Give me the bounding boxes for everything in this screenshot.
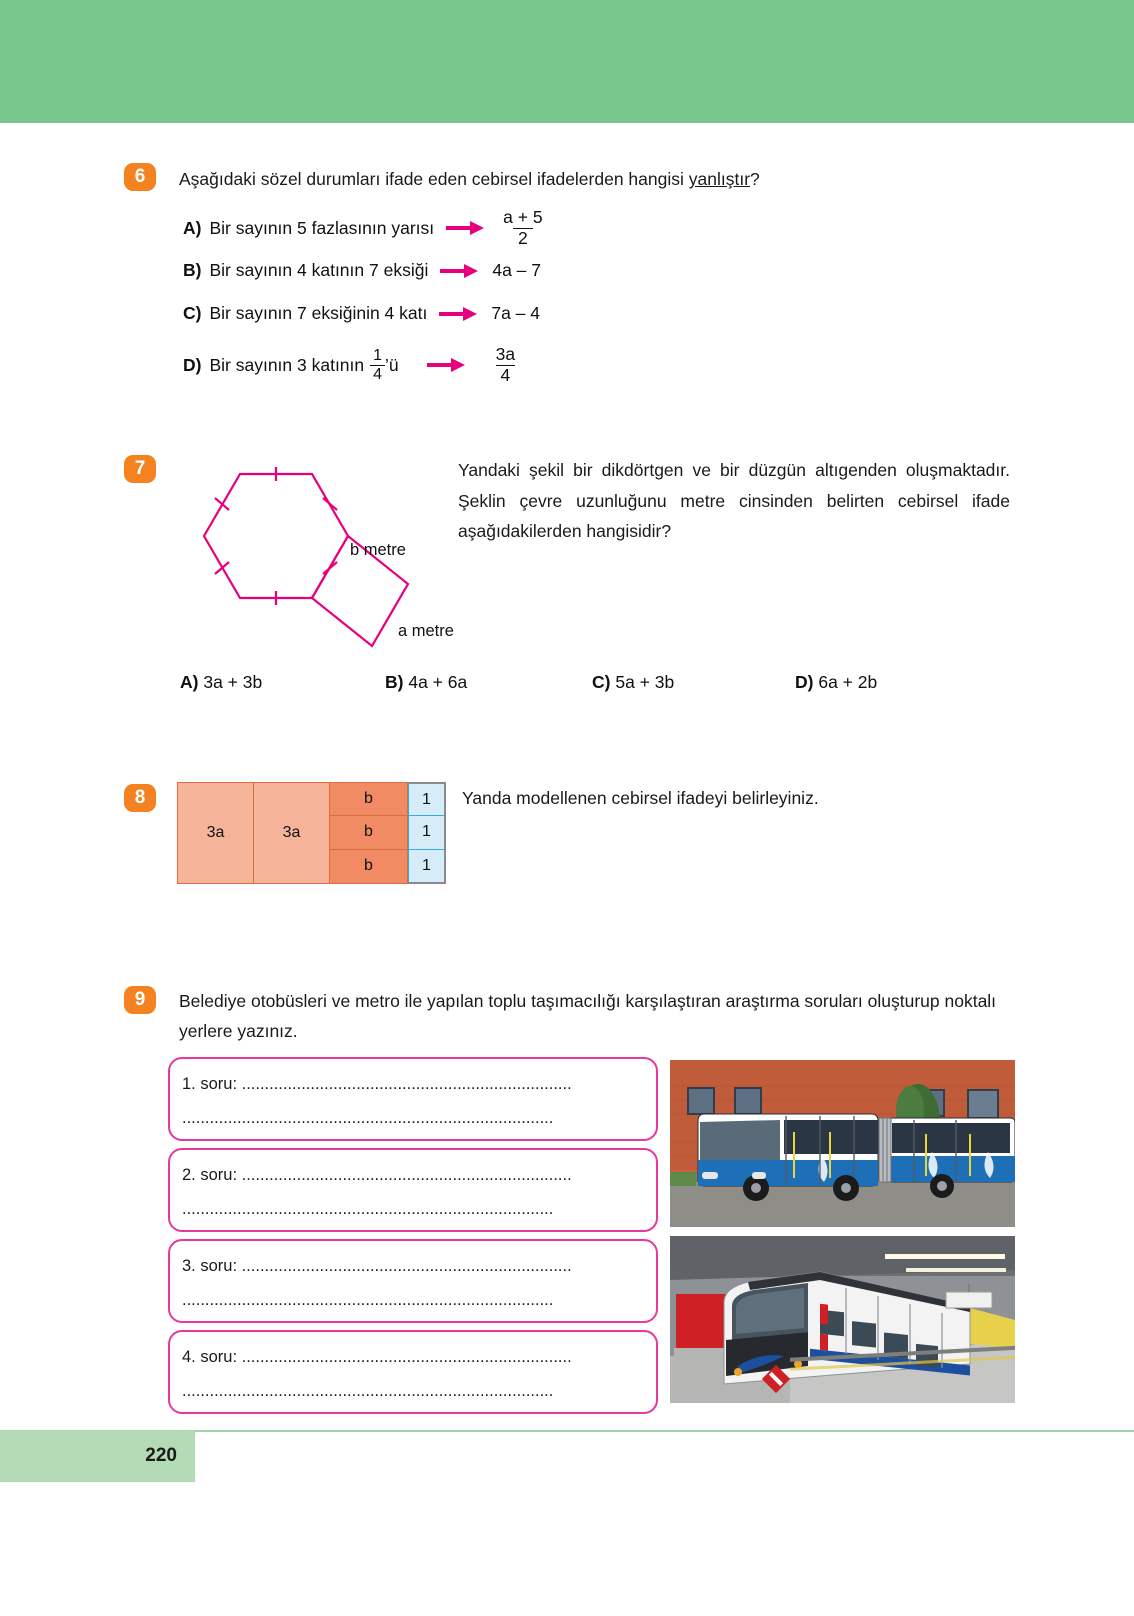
option-b-text: 4a + 6a (408, 672, 468, 692)
arrow-right-icon (446, 221, 486, 235)
option-c-letter: C) (592, 672, 611, 692)
option-b-label: Bir sayının 4 katının 7 eksiği (209, 260, 429, 280)
question-7-option-c[interactable] (592, 672, 674, 693)
question-6-prompt-underlined: yanlıştır (688, 169, 751, 189)
answer-line-2: ................................................................................. (182, 1109, 554, 1127)
answer-line-1: 4. soru: ........................................................................ (182, 1348, 572, 1366)
arrow-right-icon (440, 264, 480, 278)
option-b-letter: B) (385, 672, 404, 692)
tile-one: 1 (408, 783, 445, 816)
answer-box-3[interactable] (168, 1239, 658, 1323)
option-b-letter: B) (183, 260, 202, 280)
question-6-prompt (179, 167, 1059, 192)
option-a-fraction (498, 208, 547, 248)
tile-one: 1 (408, 850, 445, 883)
option-b-result: 4a – 7 (492, 260, 541, 280)
option-a-label: Bir sayının 5 fazlasının yarısı (209, 217, 435, 238)
question-6-option-a[interactable] (183, 208, 548, 248)
tile-column-b (330, 783, 408, 883)
answer-box-2[interactable] (168, 1148, 658, 1232)
question-9-answer-boxes (168, 1057, 658, 1421)
footer-rule (195, 1430, 1134, 1432)
option-a-letter: A) (183, 217, 202, 238)
question-6-option-c[interactable] (183, 303, 540, 324)
tile-3a: 3a (178, 783, 254, 883)
option-d-numerator: 3a (495, 344, 516, 364)
label-a-metre: a metre (398, 622, 454, 640)
option-d-denominator: 4 (496, 365, 516, 386)
tile-b: b (330, 816, 408, 849)
question-number-6: 6 (124, 163, 156, 191)
option-a-numerator: a + 5 (503, 207, 543, 227)
question-8-prompt: Yanda modellenen cebirsel ifadeyi belirleyiniz. (462, 788, 819, 808)
tile-b: b (330, 850, 408, 883)
tile-b: b (330, 783, 408, 816)
question-number-9: 9 (124, 986, 156, 1014)
tile-one: 1 (408, 816, 445, 849)
answer-line-1: 2. soru: ........................................................................ (182, 1166, 572, 1184)
option-c-result: 7a – 4 (491, 303, 541, 323)
arrow-right-icon (427, 358, 467, 372)
option-d-label-pre: Bir sayının 3 katının (209, 354, 365, 375)
option-c-letter: C) (183, 303, 202, 323)
option-a-text: 3a + 3b (203, 672, 263, 692)
question-6-option-b[interactable] (183, 260, 541, 281)
answer-line-1: 1. soru: ........................................................................ (182, 1075, 572, 1093)
question-7-option-b[interactable] (385, 672, 467, 693)
answer-box-4[interactable] (168, 1330, 658, 1414)
question-6-prompt-part1: Aşağıdaki sözel durumları ifade eden cebirsel ifadelerden hangisi (179, 169, 689, 189)
option-d-fraction (491, 345, 520, 385)
option-c-text: 5a + 3b (615, 672, 675, 692)
label-b-metre: b metre (350, 541, 406, 559)
algebra-tile-model (177, 782, 446, 884)
answer-line-1: 3. soru: ........................................................................ (182, 1257, 572, 1275)
option-d-inline-numerator: 1 (373, 346, 383, 364)
option-c-label: Bir sayının 7 eksiğinin 4 katı (209, 303, 428, 323)
question-number-7: 7 (124, 455, 156, 483)
page-number: 220 (145, 1445, 177, 1466)
tick-mark (215, 498, 229, 510)
answer-line-2: ................................................................................. (182, 1382, 554, 1400)
answer-line-2: ................................................................................. (182, 1200, 554, 1218)
answer-box-1[interactable] (168, 1057, 658, 1141)
option-a-denominator: 2 (513, 228, 533, 249)
metro-photo (670, 1236, 1015, 1403)
option-d-inline-fraction (370, 347, 385, 384)
option-a-letter: A) (180, 672, 199, 692)
answer-line-2: ................................................................................. (182, 1291, 554, 1309)
option-d-label-post: ’ü (385, 354, 399, 375)
page-top-band (0, 0, 1134, 123)
hexagon-rectangle-figure (150, 450, 470, 670)
question-7-option-d[interactable] (795, 672, 877, 693)
question-number-8: 8 (124, 784, 156, 812)
option-d-text: 6a + 2b (818, 672, 878, 692)
hexagon-shape (204, 474, 348, 598)
question-6-prompt-part2: ? (750, 169, 760, 189)
option-d-letter: D) (795, 672, 814, 692)
tick-mark (215, 562, 229, 574)
question-9-prompt: Belediye otobüsleri ve metro ile yapılan toplu taşımacılığı karşılaştıran araştırma soruları oluşturup noktalı yerlere yazınız. (179, 991, 997, 1042)
tick-mark (323, 498, 337, 510)
question-6-option-d[interactable] (183, 345, 520, 385)
option-d-inline-denominator: 4 (370, 365, 385, 384)
tile-3a: 3a (254, 783, 330, 883)
arrow-right-icon (439, 307, 479, 321)
option-d-letter: D) (183, 354, 202, 375)
bus-photo (670, 1060, 1015, 1227)
question-7-prompt: Yandaki şekil bir dikdörtgen ve bir düzgün altıgenden oluşmaktadır. Şeklin çevre uzunluğunu metre cinsinden belirten cebirsel ifade aşağıdakilerden hangisidir? (458, 460, 1010, 542)
question-7-option-a[interactable] (180, 672, 262, 693)
tile-column-one (408, 783, 445, 883)
